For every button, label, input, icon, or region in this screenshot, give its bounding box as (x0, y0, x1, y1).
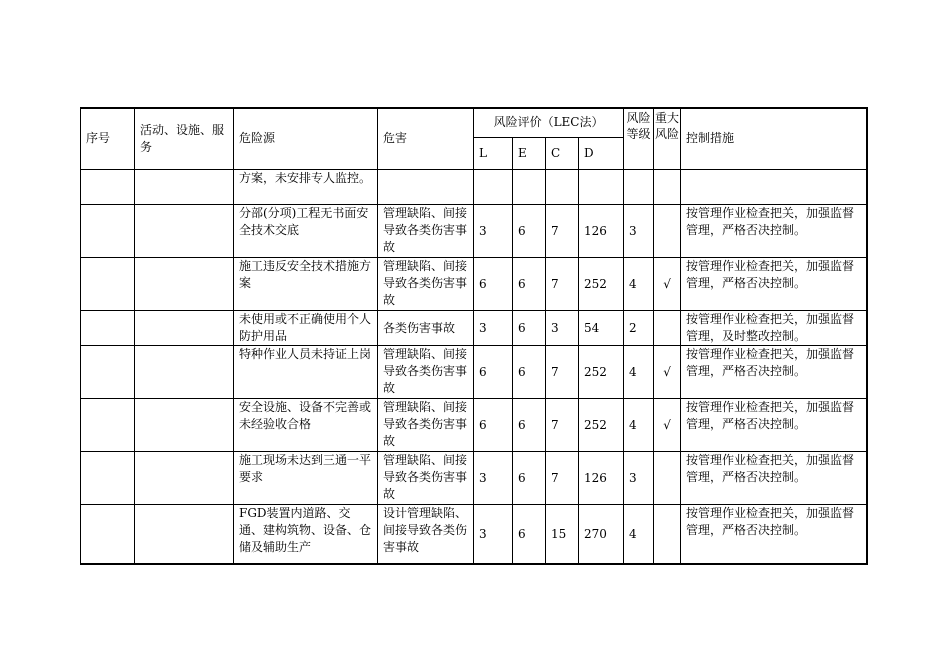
hazard-cell: 安全设施、设备不完善或未经验收合格 (234, 399, 378, 452)
E-cell: 6 (513, 258, 546, 311)
header-L: L (474, 138, 513, 170)
risk-assessment-table (80, 107, 868, 565)
major-cell (654, 452, 681, 505)
C-cell: 7 (546, 258, 579, 311)
D-cell: 126 (579, 205, 624, 258)
table-row (81, 205, 869, 258)
C-cell: 7 (546, 399, 579, 452)
harm-cell: 管理缺陷、间接导致各类伤害事故 (378, 258, 474, 311)
header-hazard-source: 危险源 (234, 108, 378, 170)
level-cell (624, 170, 654, 205)
D-cell: 54 (579, 311, 624, 346)
level-cell: 3 (624, 205, 654, 258)
D-cell: 252 (579, 399, 624, 452)
hazard-cell: 分部(分项)工程无书面安全技术交底 (234, 205, 378, 258)
harm-cell: 设计管理缺陷、间接导致各类伤害事故 (378, 505, 474, 565)
harm-cell: 管理缺陷、间接导致各类伤害事故 (378, 346, 474, 399)
major-cell (654, 170, 681, 205)
header-harm: 危害 (378, 108, 474, 170)
C-cell: 7 (546, 205, 579, 258)
harm-cell: 管理缺陷、间接导致各类伤害事故 (378, 205, 474, 258)
D-cell: 252 (579, 346, 624, 399)
level-cell: 2 (624, 311, 654, 346)
C-cell: 3 (546, 311, 579, 346)
D-cell: 252 (579, 258, 624, 311)
control-cell: 按管理作业检查把关，加强监督管理，严格否决控制。 (681, 205, 868, 258)
table-row (81, 452, 869, 505)
header-control: 控制措施 (681, 108, 868, 170)
level-cell: 3 (624, 452, 654, 505)
header-E: E (513, 138, 546, 170)
header-risk-eval: 风险评价（LEC法） (474, 108, 624, 138)
table-row (81, 258, 869, 311)
C-cell (546, 170, 579, 205)
level-cell: 4 (624, 346, 654, 399)
risk-table-sheet (80, 107, 868, 565)
D-cell: 126 (579, 452, 624, 505)
major-cell (654, 505, 681, 565)
L-cell: 6 (474, 346, 513, 399)
control-cell: 按管理作业检查把关，加强监督管理，严格否决控制。 (681, 258, 868, 311)
harm-cell: 管理缺陷、间接导致各类伤害事故 (378, 452, 474, 505)
E-cell: 6 (513, 505, 546, 565)
hazard-cell: 方案，未安排专人监控。 (234, 170, 378, 205)
C-cell: 7 (546, 452, 579, 505)
E-cell: 6 (513, 205, 546, 258)
E-cell: 6 (513, 399, 546, 452)
D-cell (579, 170, 624, 205)
major-cell (654, 205, 681, 258)
table-row (81, 311, 869, 346)
L-cell: 3 (474, 452, 513, 505)
L-cell: 3 (474, 205, 513, 258)
major-cell: √ (654, 399, 681, 452)
hazard-cell: 特种作业人员未持证上岗 (234, 346, 378, 399)
header-major-risk: 重大风险 (654, 108, 681, 170)
hazard-cell: 施工现场未达到三通一平要求 (234, 452, 378, 505)
table-row (81, 346, 869, 399)
table-row (81, 505, 869, 565)
control-cell: 按管理作业检查把关，加强监督管理，严格否决控制。 (681, 452, 868, 505)
L-cell: 6 (474, 399, 513, 452)
control-cell: 按管理作业检查把关，加强监督管理，及时整改控制。 (681, 311, 868, 346)
control-cell (681, 170, 868, 205)
control-cell: 按管理作业检查把关，加强监督管理，严格否决控制。 (681, 346, 868, 399)
header-seq: 序号 (81, 108, 135, 170)
harm-cell: 各类伤害事故 (378, 311, 474, 346)
table-row (81, 399, 869, 452)
level-cell: 4 (624, 505, 654, 565)
C-cell: 15 (546, 505, 579, 565)
L-cell: 6 (474, 258, 513, 311)
E-cell: 6 (513, 311, 546, 346)
control-cell: 按管理作业检查把关，加强监督管理，严格否决控制。 (681, 505, 868, 565)
major-cell: √ (654, 258, 681, 311)
L-cell: 3 (474, 505, 513, 565)
level-cell: 4 (624, 399, 654, 452)
level-cell: 4 (624, 258, 654, 311)
D-cell: 270 (579, 505, 624, 565)
L-cell: 3 (474, 311, 513, 346)
header-row-1 (81, 108, 869, 138)
header-risk-level: 风险等级 (624, 108, 654, 170)
hazard-cell: 施工违反安全技术措施方案 (234, 258, 378, 311)
table-row (81, 170, 869, 205)
major-cell: √ (654, 346, 681, 399)
harm-cell (378, 170, 474, 205)
E-cell (513, 170, 546, 205)
header-C: C (546, 138, 579, 170)
header-D: D (579, 138, 624, 170)
L-cell (474, 170, 513, 205)
C-cell: 7 (546, 346, 579, 399)
harm-cell: 管理缺陷、间接导致各类伤害事故 (378, 399, 474, 452)
hazard-cell: 未使用或不正确使用个人防护用品 (234, 311, 378, 346)
header-activity: 活动、设施、服务 (135, 108, 234, 170)
E-cell: 6 (513, 346, 546, 399)
E-cell: 6 (513, 452, 546, 505)
major-cell (654, 311, 681, 346)
control-cell: 按管理作业检查把关，加强监督管理，严格否决控制。 (681, 399, 868, 452)
hazard-cell: FGD装置内道路、交通、建构筑物、设备、仓储及辅助生产 (234, 505, 378, 565)
